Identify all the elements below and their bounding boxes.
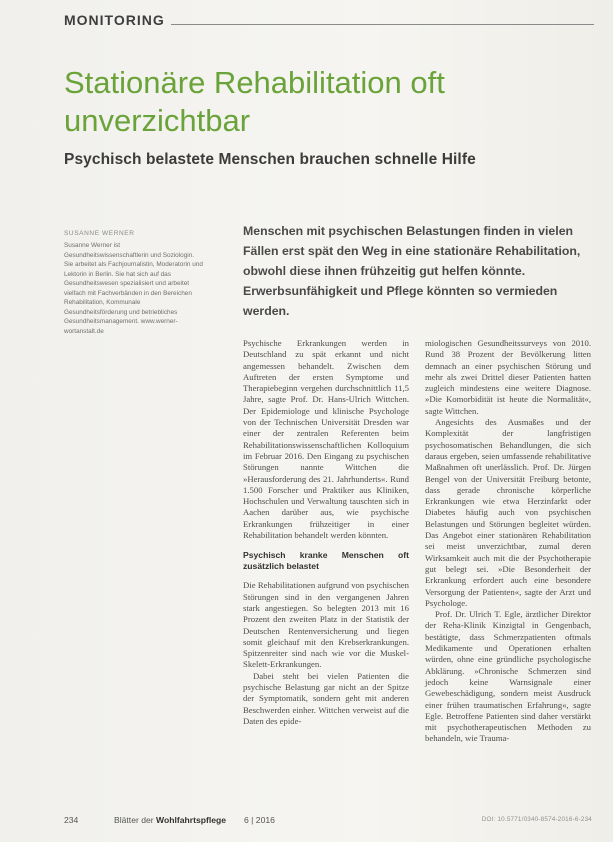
article-subtitle: Psychisch belastete Menschen brauchen schnelle Hilfe <box>64 151 476 168</box>
paragraph: Angesichts des Ausmaßes und der Komplexität der langfristigen psychosomatischen Behandlungen, die sich daraus ergeben, seien umfassende rehabilitative Maßnahmen oft unerlässlich. Prof. Dr. Jürgen Bengel von der Universität Freiburg betonte, dass gerade chronische körperliche Erkrankungen wie etwa Herzinfarkt oder Diabetes häufig auch von psychischen Belastungen und Störungen begleitet würden. Das Angebot einer stationären Rehabilitation sei meist unverzichtbar, zumal deren Wirksamkeit auch mit die der Psychotherapie gut belegt sei. »Die Besonderheit der Erkrankung erfordert auch eine besondere Versorgung der Patienten«, sagte der Arzt und Psychologe. <box>425 417 591 608</box>
journal-bold: Wohlfahrtspflege <box>156 815 227 825</box>
article-title: Stationäre Rehabilitation oft unverzichtbar <box>64 65 445 138</box>
paragraph: Dabei steht bei vielen Patienten die psychische Belastung gar nicht an der Spitze der Symptomatik, sondern geht mit anderen Beschwerden einher. Wittchen verweist auf die Daten des epide- <box>243 670 409 726</box>
author-name: SUSANNE WERNER <box>64 230 135 237</box>
page-number: 234 <box>64 815 79 825</box>
journal-name <box>114 815 226 825</box>
article-lead: Menschen mit psychischen Belastungen finden in vielen Fällen erst spät den Weg in eine stationäre Rehabilitation, obwohl diese ihnen frühzeitig gut helfen könnte. Erwerbsunfähigkeit und Pflege könnten so vermieden werden. <box>243 224 581 318</box>
section-header <box>64 12 594 28</box>
subheading: Psychisch kranke Menschen oft zusätzlich belastet <box>243 550 409 572</box>
paragraph: Psychische Erkrankungen werden in Deutschland zu spät erkannt und nicht angemessen behandelt. Zwischen dem Auftreten der ersten Symptome und Therapiebeginn vergehen durchschnittlich 11,5 Jahre, sagte Prof. Dr. Hans-Ulrich Wittchen. Der Epidemiologe und klinische Psychologe von der Technischen Universität Dresden war einer der zentralen Referenten beim Rehabilitationswissenschaftlichen Kolloquium im Februar 2016. Den Eingang zu psychischen Störungen nannte Wittchen die »Herausforderung des 21. Jahrhunderts«. Rund 1.500 Forscher und Praktiker aus Kliniken, Hochschulen und Verwaltung tauschten sich in Aachen darüber aus, wie psychische Erkrankungen frühzeitiger in einer Rehabilitation behandelt werden könnten. <box>243 338 409 541</box>
doi: DOI: 10.5771/0340-8574-2016-6-234 <box>481 816 592 823</box>
section-rule <box>171 24 594 25</box>
paragraph: Die Rehabilitationen aufgrund von psychischen Störungen sind in den vergangenen Jahren stark angestiegen. So belegten 2013 mit 16 Prozent den zweiten Platz in der Statistik der Deutschen Rentenversicherung und liegen somit gleichauf mit den Krebserkrankungen. Spitzenreiter sind nach wie vor die Muskel-Skelett-Erkrankungen. <box>243 580 409 670</box>
body-column-right <box>425 338 591 745</box>
author-bio: Susanne Werner ist Gesundheitswissenschaftlerin und Soziologin. Sie arbeitet als Fachjournalistin, Moderatorin und Lektorin in Berlin. Sie hat sich auf das Gesundheitswesen spezialisiert und arbeitet vielfach mit Fachverbänden in den Bereichen Rehabilitation, Kommunale Gesundheitsförderung und betriebliches Gesundheitsmanagement. www.werner-wortanstalt.de <box>64 242 203 335</box>
section-label: MONITORING <box>64 12 165 28</box>
paragraph: Prof. Dr. Ulrich T. Egle, ärztlicher Direktor der Reha-Klinik Kinzigtal in Gengenbach, bestätigte, dass Schmerzpatienten oftmals Medikamente und Operationen erhalten würden, ohne eine gründliche psychologische Abklärung. »Chronische Schmerzen sind jedoch keine Warnsignale einer Gewebeschädigung, sondern meist Ausdruck einer frühen traumatischen Erfahrung«, sagte Egle. Betroffene Patienten sind daher verstärkt mit psychotherapeutischen Methoden zu behandeln, wie Trauma- <box>425 609 591 744</box>
page-footer <box>64 815 594 829</box>
issue-number: 6 | 2016 <box>244 815 275 825</box>
body-column-left <box>243 338 409 727</box>
journal-prefix: Blätter der <box>114 815 157 825</box>
paragraph: miologischen Gesundheitssurveys von 2010. Rund 38 Prozent der Bevölkerung litten demnach an einer psychischen Störung und mehr als zwei Drittel dieser Patienten hatten zugleich mindestens eine weitere Diagnose. »Die Komorbidität ist heute die Normalität«, sagte Wittchen. <box>425 338 591 416</box>
author-box <box>64 230 204 336</box>
